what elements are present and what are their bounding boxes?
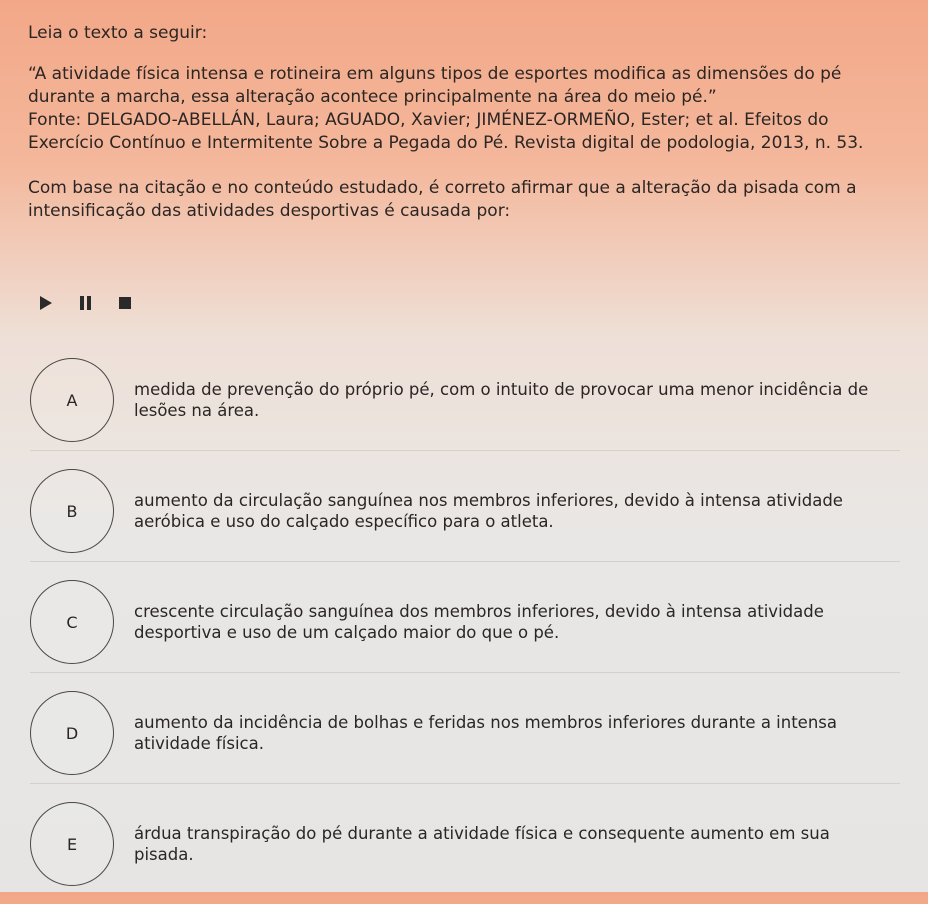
option-letter-circle[interactable]: D (30, 691, 114, 775)
pause-icon[interactable] (80, 296, 91, 310)
question-prompt: Com base na citação e no conteúdo estudado, é correto afirmar que a alteração da pisada com a intensificação das atividades desportivas é causada por: (28, 178, 857, 221)
option-text: crescente circulação sanguínea dos membros inferiores, devido à intensa atividade desportiva e uso de um calçado maior do que o pé. (134, 602, 824, 642)
quote-text: “A atividade física intensa e rotineira em alguns tipos de esportes modifica as dimensões do pé durante a marcha, essa alteração acontece principalmente na área do meio pé.” (28, 64, 842, 107)
option-text: aumento da circulação sanguínea nos membros inferiores, devido à intensa atividade aeróbica e uso do calçado específico para o atleta. (134, 491, 843, 531)
option-letter-circle[interactable]: E (30, 802, 114, 886)
quote-block (28, 63, 908, 155)
intro-label: Leia o texto a seguir: (28, 23, 208, 43)
option-letter-circle[interactable]: B (30, 469, 114, 553)
option-e[interactable] (30, 794, 900, 894)
answer-options (30, 350, 900, 904)
audio-player (40, 296, 131, 310)
play-icon[interactable] (40, 296, 52, 310)
option-text: árdua transpiração do pé durante a atividade física e consequente aumento em sua pisada. (134, 824, 830, 864)
option-text: medida de prevenção do próprio pé, com o intuito de provocar uma menor incidência de lesões na área. (134, 380, 869, 420)
option-letter-circle[interactable]: A (30, 358, 114, 442)
option-b[interactable] (30, 461, 900, 562)
stop-icon[interactable] (119, 297, 131, 309)
question-text (28, 22, 908, 223)
option-letter-circle[interactable]: C (30, 580, 114, 664)
source-text: Fonte: DELGADO-ABELLÁN, Laura; AGUADO, Xavier; JIMÉNEZ-ORMEÑO, Ester; et al. Efeitos do Exercício Contínuo e Intermitente Sobre a Pegada do Pé. Revista digital de podologia, 2013, n. 53. (28, 110, 864, 153)
option-a[interactable] (30, 350, 900, 451)
option-d[interactable] (30, 683, 900, 784)
option-text: aumento da incidência de bolhas e feridas nos membros inferiores durante a intensa atividade física. (134, 713, 837, 753)
option-c[interactable] (30, 572, 900, 673)
